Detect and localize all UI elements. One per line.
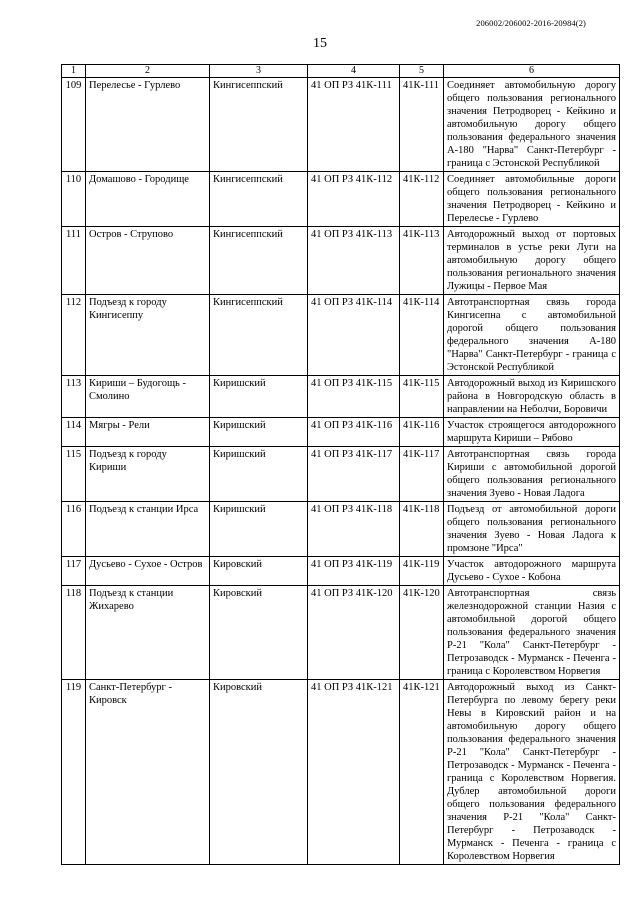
road-description: Участок автодорожного маршрута Дусьево - Сухое - Кобона bbox=[444, 557, 620, 586]
row-number: 115 bbox=[62, 447, 86, 502]
district: Кировский bbox=[210, 680, 308, 865]
row-number: 114 bbox=[62, 418, 86, 447]
road-short-code: 41К-119 bbox=[400, 557, 444, 586]
road-description: Автодорожный выход из Киришского района в Новгородскую область в направлении на Неболчи, Боровичи bbox=[444, 376, 620, 418]
district: Кингисеппский bbox=[210, 172, 308, 227]
road-code: 41 ОП РЗ 41К-116 bbox=[308, 418, 400, 447]
district: Киришский bbox=[210, 502, 308, 557]
road-code: 41 ОП РЗ 41К-114 bbox=[308, 295, 400, 376]
road-short-code: 41К-115 bbox=[400, 376, 444, 418]
row-number: 111 bbox=[62, 227, 86, 295]
road-short-code: 41К-116 bbox=[400, 418, 444, 447]
district: Киришский bbox=[210, 418, 308, 447]
column-header: 2 bbox=[86, 65, 210, 78]
road-code: 41 ОП РЗ 41К-113 bbox=[308, 227, 400, 295]
table-row bbox=[62, 227, 620, 295]
road-name: Подъезд к городу Кингисеппу bbox=[86, 295, 210, 376]
document-number: 206002/206002-2016-20984(2) bbox=[476, 18, 586, 28]
row-number: 109 bbox=[62, 78, 86, 172]
road-code: 41 ОП РЗ 41К-117 bbox=[308, 447, 400, 502]
road-short-code: 41К-121 bbox=[400, 680, 444, 865]
row-number: 116 bbox=[62, 502, 86, 557]
district: Кингисеппский bbox=[210, 78, 308, 172]
district: Кингисеппский bbox=[210, 295, 308, 376]
road-description: Автотранспортная связь железнодорожной станции Назия с автомобильной дорогой общего пользования федерального значения Р-21 "Кола" Санкт-Петербург - Петрозаводск - Мурманск - Печенга - граница с Королевством Норвегия bbox=[444, 586, 620, 680]
table-row bbox=[62, 502, 620, 557]
table-row bbox=[62, 557, 620, 586]
column-header: 6 bbox=[444, 65, 620, 78]
road-code: 41 ОП РЗ 41К-111 bbox=[308, 78, 400, 172]
road-short-code: 41К-112 bbox=[400, 172, 444, 227]
road-code: 41 ОП РЗ 41К-121 bbox=[308, 680, 400, 865]
table-row bbox=[62, 78, 620, 172]
road-description: Участок строящегося автодорожного маршрута Кириши – Рябово bbox=[444, 418, 620, 447]
row-number: 117 bbox=[62, 557, 86, 586]
road-short-code: 41К-120 bbox=[400, 586, 444, 680]
column-header: 3 bbox=[210, 65, 308, 78]
road-name: Остров - Струпово bbox=[86, 227, 210, 295]
district: Киришский bbox=[210, 376, 308, 418]
table-header-row bbox=[62, 65, 620, 78]
district: Кировский bbox=[210, 557, 308, 586]
road-name: Перелесье - Гурлево bbox=[86, 78, 210, 172]
road-code: 41 ОП РЗ 41К-112 bbox=[308, 172, 400, 227]
table-row bbox=[62, 172, 620, 227]
district: Киришский bbox=[210, 447, 308, 502]
road-description: Автодорожный выход от портовых терминалов в устье реки Луги на автомобильную дорогу общего пользования регионального значения Лужицы - Первое Мая bbox=[444, 227, 620, 295]
page-number: 15 bbox=[313, 36, 327, 51]
road-description: Автодорожный выход из Санкт-Петербурга по левому берегу реки Невы в Кировский район и на автомобильную дорогу общего пользования федерального значения Р-21 "Кола" Санкт-Петербург - Петрозаводск - Мурманск - Печенга - граница с Королевством Норвегия. Дублер автомобильной дороги общего пользования федерального значения Р-21 "Кола" Санкт-Петербург - Петрозаводск - Мурманск - Печенга - граница с Королевством Норвегия bbox=[444, 680, 620, 865]
road-description: Соединяет автомобильные дороги общего пользования регионального значения Петродворец - Кейкино и Перелесье - Гурлево bbox=[444, 172, 620, 227]
road-name: Подъезд к станции Ирса bbox=[86, 502, 210, 557]
road-description: Подъезд от автомобильной дороги общего пользования регионального значения Зуево - Новая Ладога к промзоне "Ирса" bbox=[444, 502, 620, 557]
table-row bbox=[62, 447, 620, 502]
road-code: 41 ОП РЗ 41К-119 bbox=[308, 557, 400, 586]
road-name: Дусьево - Сухое - Остров bbox=[86, 557, 210, 586]
road-description: Автотранспортная связь города Кириши с автомобильной дорогой общего пользования регионального значения Зуево - Новая Ладога bbox=[444, 447, 620, 502]
table-row bbox=[62, 586, 620, 680]
row-number: 118 bbox=[62, 586, 86, 680]
column-header: 5 bbox=[400, 65, 444, 78]
road-code: 41 ОП РЗ 41К-118 bbox=[308, 502, 400, 557]
road-name: Мягры - Рели bbox=[86, 418, 210, 447]
road-name: Домашово - Городище bbox=[86, 172, 210, 227]
road-short-code: 41К-111 bbox=[400, 78, 444, 172]
road-name: Санкт-Петербург - Кировск bbox=[86, 680, 210, 865]
district: Кировский bbox=[210, 586, 308, 680]
road-code: 41 ОП РЗ 41К-120 bbox=[308, 586, 400, 680]
table-row bbox=[62, 376, 620, 418]
column-header: 1 bbox=[62, 65, 86, 78]
column-header: 4 bbox=[308, 65, 400, 78]
road-short-code: 41К-113 bbox=[400, 227, 444, 295]
road-short-code: 41К-117 bbox=[400, 447, 444, 502]
row-number: 112 bbox=[62, 295, 86, 376]
row-number: 113 bbox=[62, 376, 86, 418]
row-number: 119 bbox=[62, 680, 86, 865]
road-code: 41 ОП РЗ 41К-115 bbox=[308, 376, 400, 418]
road-name: Кириши – Будогощь - Смолино bbox=[86, 376, 210, 418]
table-row bbox=[62, 295, 620, 376]
road-short-code: 41К-118 bbox=[400, 502, 444, 557]
road-short-code: 41К-114 bbox=[400, 295, 444, 376]
table-row bbox=[62, 680, 620, 865]
road-description: Соединяет автомобильную дорогу общего пользования регионального значения Петродворец - Кейкино и автомобильную дорогу общего пользования федерального значения А-180 "Нарва" Санкт-Петербург - граница с Эстонской Республикой bbox=[444, 78, 620, 172]
row-number: 110 bbox=[62, 172, 86, 227]
road-name: Подъезд к станции Жихарево bbox=[86, 586, 210, 680]
district: Кингисеппский bbox=[210, 227, 308, 295]
road-name: Подъезд к городу Кириши bbox=[86, 447, 210, 502]
table-row bbox=[62, 418, 620, 447]
road-description: Автотранспортная связь города Кингисепна с автомобильной дорогой общего пользования федерального значения А-180 "Нарва" Санкт-Петербург - граница с Эстонской Республикой bbox=[444, 295, 620, 376]
roads-table bbox=[61, 64, 620, 865]
